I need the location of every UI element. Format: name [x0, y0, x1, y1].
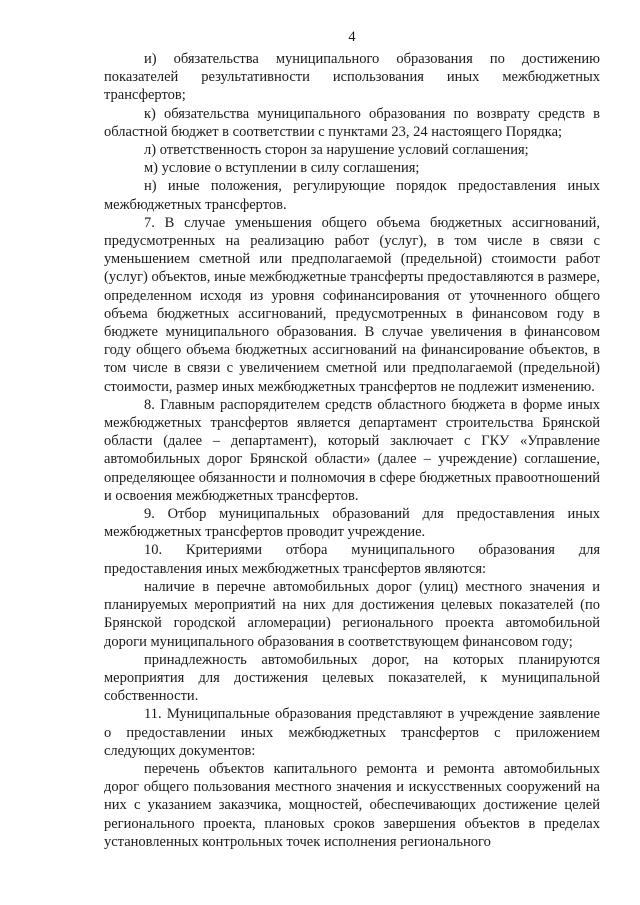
- documents-list-item: перечень объектов капитального ремонта и ремонта автомобильных дорог общего пользования местного значения и искусственных сооружений на них с указанием заказчика, мощностей, обеспечивающих достижение целей регионального проекта, плановых сроков завершения объектов в пределах установленных контрольных точек исполнения регионального: [104, 760, 600, 850]
- document-page: [104, 28, 600, 851]
- section-10-paragraph: 10. Критериями отбора муниципального образования для предоставления иных межбюджетных трансфертов являются:: [104, 542, 600, 577]
- page-number: 4: [348, 29, 356, 45]
- section-7-paragraph: 7. В случае уменьшения общего объема бюджетных ассигнований, предусмотренных на реализацию работ (услуг), в том числе в связи с уменьшением сметной или предполагаемой (предельной) стоимости работ (услуг) объектов, иные межбюджетные трансферты предоставляются в размере, определенном исходя из уровня софинансирования от уточненного общего объема бюджетных ассигнований, предусмотренных в финансовом году в бюджете муниципального образования. В случае увеличения в финансовом году общего объема бюджетных ассигнований на финансирование объектов, в том числе в связи с увеличением сметной или предполагаемой (предельной) стоимости, размер иных межбюджетных трансфертов не подлежит изменению.: [104, 214, 600, 395]
- clause-n-other-provisions: н) иные положения, регулирующие порядок предоставления иных межбюджетных трансфертов.: [104, 178, 600, 213]
- section-9-paragraph: 9. Отбор муниципальных образований для предоставления иных межбюджетных трансфертов проводит учреждение.: [104, 506, 600, 541]
- clause-k-obligations-return: к) обязательства муниципального образования по возврату средств в областной бюджет в соответствии с пунктами 23, 24 настоящего Порядка;: [104, 105, 600, 140]
- section-11-paragraph: 11. Муниципальные образования представляют в учреждение заявление о предоставлении иных межбюджетных трансфертов с приложением следующих документов:: [104, 706, 600, 759]
- criterion-roads-list: наличие в перечне автомобильных дорог (улиц) местного значения и планируемых мероприятий на них для достижения целевых показателей (по Брянской городской агломерации) регионального проекта автомобильной дороги муниципального образования в соответствующем финансовом году;: [104, 578, 600, 650]
- clause-i-obligations-indicators: и) обязательства муниципального образования по достижению показателей результативности использования иных межбюджетных трансфертов;: [104, 51, 600, 104]
- clause-m-entry-into-force: м) условие о вступлении в силу соглашения;: [144, 160, 420, 177]
- section-8-paragraph: 8. Главным распорядителем средств областного бюджета в форме иных межбюджетных трансфертов является департамент строительства Брянской области (далее – департамент), который заключает с ГКУ «Управление автомобильных дорог Брянской области» (далее – учреждение) соглашение, определяющее обязанности и полномочия в сфере бюджетных правоотношений и освоения межбюджетных трансфертов.: [104, 396, 600, 504]
- clause-l-responsibility: л) ответственность сторон за нарушение условий соглашения;: [144, 142, 529, 159]
- criterion-municipal-ownership: принадлежность автомобильных дорог, на которых планируются мероприятия для достижения целевых показателей, к муниципальной собственности.: [104, 651, 600, 705]
